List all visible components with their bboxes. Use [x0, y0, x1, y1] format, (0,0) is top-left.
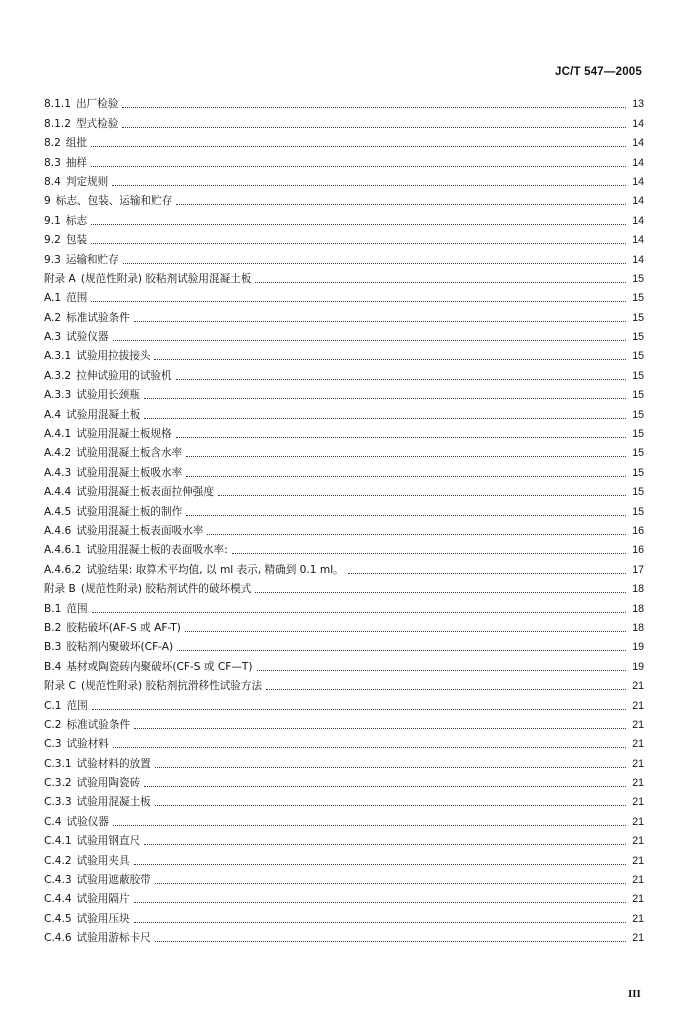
toc-entry-title — [44, 913, 130, 926]
toc-entry-number: C.4.6 — [44, 932, 72, 945]
dot-leader — [218, 495, 626, 496]
toc-entry[interactable] — [44, 267, 644, 286]
dot-leader — [186, 456, 626, 457]
toc-entry-page: 21 — [632, 699, 644, 712]
toc-entry-number: A.4.2 — [44, 447, 72, 460]
toc-entry-title — [44, 292, 87, 305]
toc-entry-number: 附录 B — [44, 583, 76, 596]
toc-entry[interactable] — [44, 596, 644, 615]
toc-entry[interactable] — [44, 344, 644, 363]
toc-entry-title — [44, 738, 109, 751]
toc-entry-title — [44, 98, 118, 111]
toc-entry[interactable] — [44, 926, 644, 945]
toc-entry[interactable] — [44, 868, 644, 887]
toc-entry-number: B.1 — [44, 602, 62, 615]
dot-leader — [155, 767, 626, 768]
toc-entry-text: 试验用遮蔽胶带 — [76, 874, 151, 887]
dot-leader — [186, 515, 626, 516]
toc-entry-number: B.3 — [44, 641, 62, 654]
toc-entry-number: 8.4 — [44, 175, 61, 188]
toc-entry[interactable] — [44, 208, 644, 227]
toc-entry-page: 21 — [632, 796, 644, 809]
dot-leader — [122, 107, 626, 108]
toc-entry-title — [44, 932, 151, 945]
toc-entry-title — [44, 525, 203, 538]
dot-leader — [144, 398, 626, 399]
toc-entry-number: C.4 — [44, 815, 62, 828]
toc-entry-title — [44, 893, 130, 906]
toc-entry-page: 15 — [632, 292, 644, 305]
toc-entry[interactable] — [44, 325, 644, 344]
toc-entry[interactable] — [44, 460, 644, 479]
toc-entry[interactable] — [44, 519, 644, 538]
toc-entry-title — [44, 273, 251, 286]
toc-entry[interactable] — [44, 635, 644, 654]
toc-entry[interactable] — [44, 577, 644, 596]
toc-entry-text: (规范性附录) 胶粘剂抗滑移性试验方法 — [80, 680, 263, 693]
toc-entry-text: 抽样 — [65, 156, 88, 169]
dot-leader — [176, 204, 626, 205]
dot-leader — [207, 534, 626, 535]
toc-entry[interactable] — [44, 228, 644, 247]
toc-entry-page: 18 — [632, 621, 644, 634]
toc-entry[interactable] — [44, 557, 644, 576]
toc-entry-text: 拉伸试验用的试验机 — [76, 369, 172, 382]
toc-entry[interactable] — [44, 131, 644, 150]
dot-leader — [144, 786, 626, 787]
toc-entry-number: 附录 C — [44, 680, 76, 693]
toc-entry[interactable] — [44, 809, 644, 828]
toc-entry-number: C.1 — [44, 699, 62, 712]
toc-entry[interactable] — [44, 111, 644, 130]
toc-entry[interactable] — [44, 654, 644, 673]
toc-entry-number: A.4.5 — [44, 505, 72, 518]
toc-entry[interactable] — [44, 247, 644, 266]
toc-entry[interactable] — [44, 848, 644, 867]
toc-entry[interactable] — [44, 170, 644, 189]
toc-entry-title — [44, 428, 172, 441]
toc-entry-page: 21 — [632, 912, 644, 925]
dot-leader — [134, 728, 626, 729]
dot-leader — [113, 340, 626, 341]
toc-entry-title — [44, 118, 118, 131]
dot-leader — [122, 127, 626, 128]
toc-entry-text: 试验用陶瓷砖 — [76, 777, 141, 790]
toc-entry[interactable] — [44, 732, 644, 751]
toc-entry-page: 14 — [632, 253, 644, 266]
toc-entry-text: 试验用钢直尺 — [76, 835, 141, 848]
toc-entry-text: 试验用混凝土板的制作 — [76, 505, 183, 518]
toc-entry-page: 21 — [632, 680, 644, 693]
toc-entry-number: C.4.2 — [44, 854, 72, 867]
dot-leader — [255, 282, 626, 283]
toc-entry-text: 包装 — [65, 234, 88, 247]
toc-entry-page: 19 — [632, 660, 644, 673]
toc-entry-page: 21 — [632, 835, 644, 848]
toc-entry-page: 21 — [632, 893, 644, 906]
toc-entry-number: A.4 — [44, 408, 62, 421]
dot-leader — [186, 476, 626, 477]
toc-entry[interactable] — [44, 751, 644, 770]
toc-entry-page: 15 — [632, 331, 644, 344]
toc-entry-page: 14 — [632, 156, 644, 169]
toc-entry[interactable] — [44, 402, 644, 421]
toc-entry-number: A.4.4 — [44, 486, 72, 499]
toc-entry-number: 9 — [44, 195, 51, 208]
toc-entry-text: 运输和贮存 — [65, 253, 119, 266]
dot-leader — [112, 185, 626, 186]
toc-entry-title — [44, 700, 88, 713]
toc-entry-text: 范围 — [66, 602, 88, 615]
toc-entry-number: A.4.6.1 — [44, 544, 82, 557]
toc-entry[interactable] — [44, 538, 644, 557]
toc-entry[interactable] — [44, 829, 644, 848]
toc-entry-text: 试验仪器 — [66, 815, 109, 828]
dot-leader — [155, 805, 626, 806]
toc-entry-page: 15 — [632, 486, 644, 499]
dot-leader — [113, 825, 626, 826]
toc-entry-title — [44, 603, 88, 616]
toc-entry-text: 试验用混凝土板含水率 — [76, 447, 183, 460]
toc-entry[interactable] — [44, 422, 644, 441]
toc-entry-number: A.2 — [44, 311, 62, 324]
toc-entry-page: 15 — [632, 428, 644, 441]
toc-entry-page: 14 — [632, 195, 644, 208]
toc-entry-title — [44, 855, 130, 868]
toc-entry-page: 16 — [632, 524, 644, 537]
toc-entry[interactable] — [44, 383, 644, 402]
toc-entry-text: 试验结果: 取算术平均值, 以 ml 表示, 精确到 0.1 ml。 — [86, 563, 344, 576]
toc-entry-text: 试验材料 — [66, 738, 109, 751]
toc-entry[interactable] — [44, 441, 644, 460]
toc-entry[interactable] — [44, 616, 644, 635]
toc-entry-number: A.3.1 — [44, 350, 72, 363]
toc-entry-page: 15 — [632, 311, 644, 324]
toc-entry-title — [44, 234, 87, 247]
toc-entry[interactable] — [44, 771, 644, 790]
toc-entry[interactable] — [44, 286, 644, 305]
dot-leader — [155, 883, 626, 884]
toc-entry-page: 15 — [632, 369, 644, 382]
dot-leader — [232, 553, 626, 554]
toc-entry-text: 试验用混凝土板表面拉伸强度 — [76, 486, 214, 499]
toc-entry-title — [44, 719, 130, 732]
toc-entry-page: 15 — [632, 350, 644, 363]
toc-entry-title — [44, 254, 119, 267]
toc-entry-page: 21 — [632, 718, 644, 731]
dot-leader — [91, 224, 626, 225]
standard-code: JC/T 547—2005 — [555, 66, 642, 78]
toc-entry-text: (规范性附录) 胶粘剂试验用混凝土板 — [80, 272, 252, 285]
toc-entry-title — [44, 409, 140, 422]
toc-entry-title — [44, 622, 181, 635]
dot-leader — [185, 631, 626, 632]
dot-leader — [257, 670, 626, 671]
toc-entry-number: C.4.4 — [44, 893, 72, 906]
toc-entry-number: C.3 — [44, 738, 62, 751]
toc-entry-page: 21 — [632, 738, 644, 751]
toc-entry-text: 试验用混凝土板吸水率 — [76, 466, 183, 479]
toc-entry-title — [44, 583, 251, 596]
toc-entry-number: C.3.2 — [44, 777, 72, 790]
dot-leader — [176, 379, 626, 380]
toc-entry-number: B.4 — [44, 660, 62, 673]
dot-leader — [91, 166, 626, 167]
toc-entry-title — [44, 641, 173, 654]
toc-entry-title — [44, 370, 172, 383]
toc-entry-page: 15 — [632, 466, 644, 479]
toc-entry-title — [44, 874, 151, 887]
dot-leader — [91, 146, 626, 147]
dot-leader — [155, 941, 626, 942]
toc-entry-page: 21 — [632, 932, 644, 945]
toc-entry-page: 19 — [632, 641, 644, 654]
toc-entry-page: 21 — [632, 777, 644, 790]
toc-entry-text: 试验用混凝土板 — [76, 796, 151, 809]
toc-entry[interactable] — [44, 480, 644, 499]
toc-entry-text: 试验用长颈瓶 — [76, 389, 140, 402]
toc-entry-title — [44, 157, 87, 170]
toc-entry-page: 14 — [632, 175, 644, 188]
toc-entry-number: B.2 — [44, 621, 62, 634]
toc-entry-text: 型式检验 — [75, 117, 119, 130]
toc-entry-number: A.4.1 — [44, 428, 72, 441]
toc-entry-page: 14 — [632, 234, 644, 247]
dot-leader — [144, 418, 626, 419]
toc-entry-number: A.3.2 — [44, 369, 72, 382]
toc-entry-title — [44, 544, 228, 557]
toc-entry-text: 标准试验条件 — [66, 718, 131, 731]
toc-entry-text: 组批 — [65, 137, 88, 150]
toc-entry-number: A.4.6.2 — [44, 563, 82, 576]
toc-entry[interactable] — [44, 674, 644, 693]
toc-entry[interactable] — [44, 363, 644, 382]
toc-entry-number: 8.1.1 — [44, 98, 71, 111]
toc-entry-title — [44, 758, 151, 771]
toc-entry-text: 试验用混凝土板的表面吸水率: — [86, 544, 228, 557]
toc-entry[interactable] — [44, 906, 644, 925]
toc-entry-title — [44, 176, 108, 189]
toc-entry-page: 14 — [632, 117, 644, 130]
page-number: III — [628, 988, 641, 1000]
toc-entry-title — [44, 467, 182, 480]
toc-entry-title — [44, 389, 140, 402]
toc-entry-text: 出厂检验 — [75, 98, 119, 111]
toc-entry-page: 13 — [632, 98, 644, 111]
toc-entry-text: 基材或陶瓷砖内聚破坏(CF-S 或 CF—T) — [66, 660, 253, 673]
dot-leader — [91, 243, 626, 244]
toc-entry[interactable] — [44, 305, 644, 324]
dot-leader — [113, 747, 626, 748]
toc-entry-number: C.2 — [44, 718, 62, 731]
toc-entry-number: 9.1 — [44, 214, 61, 227]
dot-leader — [154, 359, 626, 360]
toc-entry-page: 15 — [632, 408, 644, 421]
toc-entry-title — [44, 835, 140, 848]
toc-entry-text: 试验用拉拔接头 — [76, 350, 151, 363]
toc-entry-text: 试验用混凝土板表面吸水率 — [76, 524, 204, 537]
toc-entry-text: 判定规则 — [65, 175, 109, 188]
toc-entry[interactable] — [44, 92, 644, 111]
toc-entry-number: A.1 — [44, 292, 62, 305]
toc-entry-number: A.4.3 — [44, 466, 72, 479]
dot-leader — [123, 263, 626, 264]
toc-entry-text: 试验用游标卡尺 — [76, 932, 151, 945]
toc-entry-page: 21 — [632, 874, 644, 887]
toc-entry-page: 15 — [632, 389, 644, 402]
toc-entry-number: C.4.1 — [44, 835, 72, 848]
toc-entry-text: 标准试验条件 — [66, 311, 130, 324]
toc-entry-title — [44, 564, 344, 577]
toc-entry-text: 范围 — [66, 292, 88, 305]
toc-entry-title — [44, 486, 214, 499]
dot-leader — [176, 437, 626, 438]
toc-entry-text: 标志、包装、运输和贮存 — [55, 195, 173, 208]
toc-entry-page: 21 — [632, 854, 644, 867]
dot-leader — [348, 573, 626, 574]
toc-entry-page: 17 — [632, 563, 644, 576]
toc-entry-number: A.3 — [44, 331, 62, 344]
toc-entry[interactable] — [44, 713, 644, 732]
toc-entry[interactable] — [44, 499, 644, 518]
toc-entry[interactable] — [44, 189, 644, 208]
toc-entry-page: 16 — [632, 544, 644, 557]
toc-entry[interactable] — [44, 790, 644, 809]
toc-entry-text: 标志 — [65, 214, 88, 227]
toc-entry-title — [44, 680, 262, 693]
toc-entry-text: 试验用夹具 — [76, 854, 130, 867]
toc-entry-page: 14 — [632, 214, 644, 227]
toc-entry[interactable] — [44, 693, 644, 712]
toc-entry-title — [44, 312, 130, 325]
toc-entry-number: 8.1.2 — [44, 117, 71, 130]
dot-leader — [134, 902, 626, 903]
toc-entry-title — [44, 137, 87, 150]
toc-entry-title — [44, 447, 182, 460]
toc-entry-title — [44, 816, 109, 829]
dot-leader — [177, 650, 626, 651]
toc-entry-page: 21 — [632, 757, 644, 770]
toc-entry-number: 附录 A — [44, 272, 76, 285]
toc-entry-text: 范围 — [66, 699, 88, 712]
toc-entry-title — [44, 331, 109, 344]
dot-leader — [91, 301, 626, 302]
toc-entry[interactable] — [44, 150, 644, 169]
toc-entry-text: (规范性附录) 胶粘剂试件的破坏模式 — [80, 583, 252, 596]
dot-leader — [134, 321, 626, 322]
toc-entry-page: 18 — [632, 583, 644, 596]
toc-entry-number: A.4.6 — [44, 524, 72, 537]
toc-entry-page: 21 — [632, 815, 644, 828]
toc-entry-title — [44, 777, 140, 790]
toc-entry-text: 试验用混凝土板规格 — [76, 428, 172, 441]
dot-leader — [266, 689, 626, 690]
toc-entry-number: 9.2 — [44, 234, 61, 247]
toc-entry-title — [44, 215, 87, 228]
dot-leader — [144, 844, 626, 845]
toc-entry-page: 18 — [632, 602, 644, 615]
toc-entry-number: 8.3 — [44, 156, 61, 169]
toc-entry-text: 胶粘破坏(AF-S 或 AF-T) — [66, 621, 181, 634]
toc-entry-text: 试验用隔片 — [76, 893, 130, 906]
toc-entry-title — [44, 350, 150, 363]
toc-entry-number: C.4.3 — [44, 874, 72, 887]
dot-leader — [255, 592, 626, 593]
toc-entry-text: 试验用混凝土板 — [66, 408, 141, 421]
toc-entry-text: 试验仪器 — [66, 331, 109, 344]
toc-entry-title — [44, 661, 253, 674]
toc-entry-text: 胶粘剂内聚破坏(CF-A) — [66, 641, 174, 654]
toc-entry-number: C.3.1 — [44, 757, 72, 770]
toc-entry-number: 9.3 — [44, 253, 61, 266]
toc-entry-title — [44, 796, 151, 809]
toc-entry-number: 8.2 — [44, 137, 61, 150]
toc-entry-text: 试验用压块 — [76, 912, 130, 925]
toc-entry-title — [44, 195, 172, 208]
table-of-contents — [44, 92, 644, 945]
toc-entry-page: 15 — [632, 272, 644, 285]
toc-entry-text: 试验材料的放置 — [76, 757, 151, 770]
toc-entry-title — [44, 506, 182, 519]
toc-entry-page: 14 — [632, 137, 644, 150]
toc-entry-number: C.4.5 — [44, 912, 72, 925]
dot-leader — [92, 612, 626, 613]
toc-entry-page: 15 — [632, 447, 644, 460]
toc-entry-number: A.3.3 — [44, 389, 72, 402]
toc-entry-number: C.3.3 — [44, 796, 72, 809]
dot-leader — [134, 864, 626, 865]
toc-entry-page: 15 — [632, 505, 644, 518]
dot-leader — [92, 709, 626, 710]
toc-entry[interactable] — [44, 887, 644, 906]
dot-leader — [134, 922, 626, 923]
